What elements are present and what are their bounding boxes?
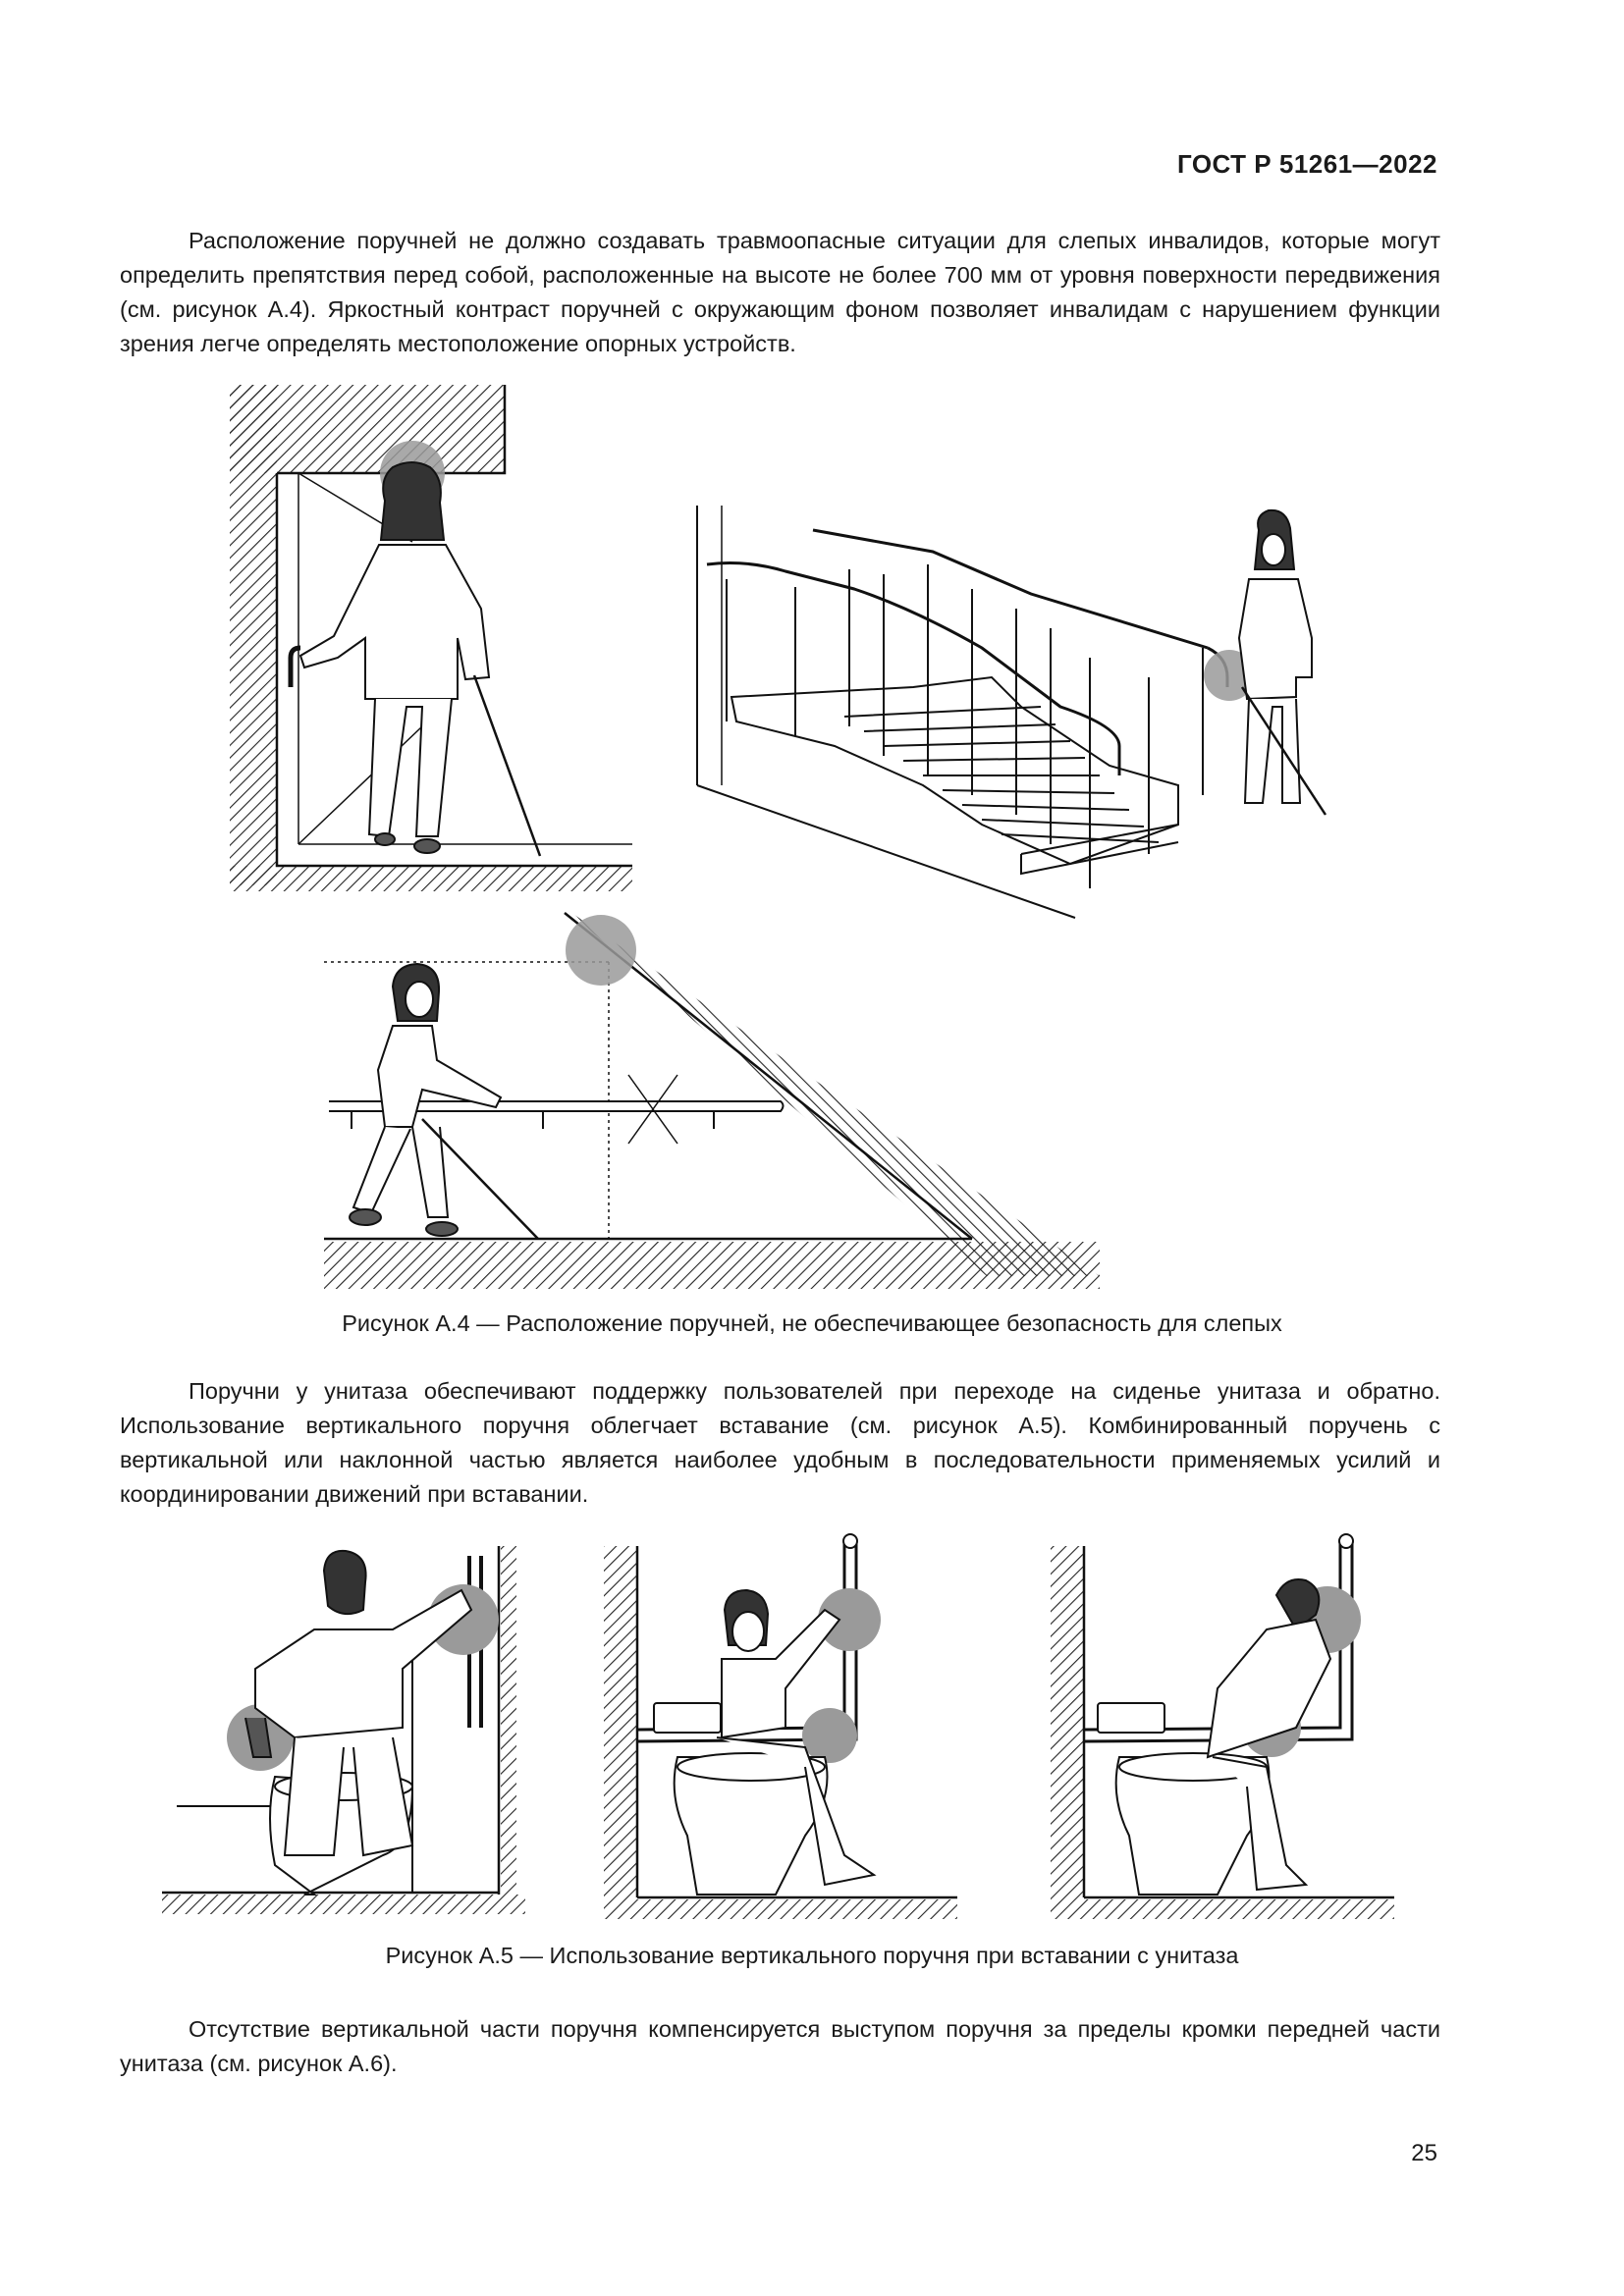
figure-a4-caption: Рисунок А.4 — Расположение поручней, не обеспечивающее безопасность для слепых [342, 1310, 1282, 1336]
page-number: 25 [1411, 2140, 1437, 2166]
sloped-hazard-highlight [566, 915, 636, 986]
standard-designation: ГОСТ Р 51261—2022 [1176, 149, 1437, 179]
person-at-stairs [1239, 510, 1326, 815]
figure-a5 [0, 1531, 1624, 1944]
figure-a4 [0, 0, 1624, 1080]
blind-person-back-view [300, 462, 540, 856]
horizontal-grab-highlight [802, 1708, 857, 1763]
figure-a5-caption: Рисунок А.5 — Использование вертикального поручня при вставании с унитаза [385, 1943, 1239, 1968]
panel-toilet-side-grip [162, 1546, 525, 1914]
paragraph-vertical-part-absence: Отсутствие вертикальной части поручня компенсируется выступом поручня за пределы кромки передней части унитаза (см. рисунок А.6). [120, 2016, 1440, 2076]
panel-sloped-obstacle [324, 908, 1100, 1289]
panel-staircase [697, 506, 1326, 918]
panel-toilet-standing-up [1051, 1534, 1394, 1919]
paragraph-toilet-handrails: Поручни у унитаза обеспечивают поддержку пользователей при переходе на сиденье унитаза и обратно. Использование вертикального поручня облегчает вставание (см. рисунок А.5). Комбинированный поручень с вертикальной или наклонной частью является наиболее удобным в последовательности применяемых усилий и координировании движений при вставании. [120, 1378, 1440, 1507]
panel-corridor-overhang [230, 385, 632, 891]
paragraph-handrail-placement: Расположение поручней не должно создавать травмоопасные ситуации для слепых инвалидов, которые могут определить препятствия перед собой, расположенные на высоте не более 700 мм от уровня поверхности передвижения (см. рисунок А.4). Яркостный контраст поручней с окружающим фоном позволяет инвалидам с нарушением функции зрения легче определять местоположение опорных устройств. [120, 228, 1440, 356]
panel-toilet-grab-vertical [604, 1534, 957, 1919]
